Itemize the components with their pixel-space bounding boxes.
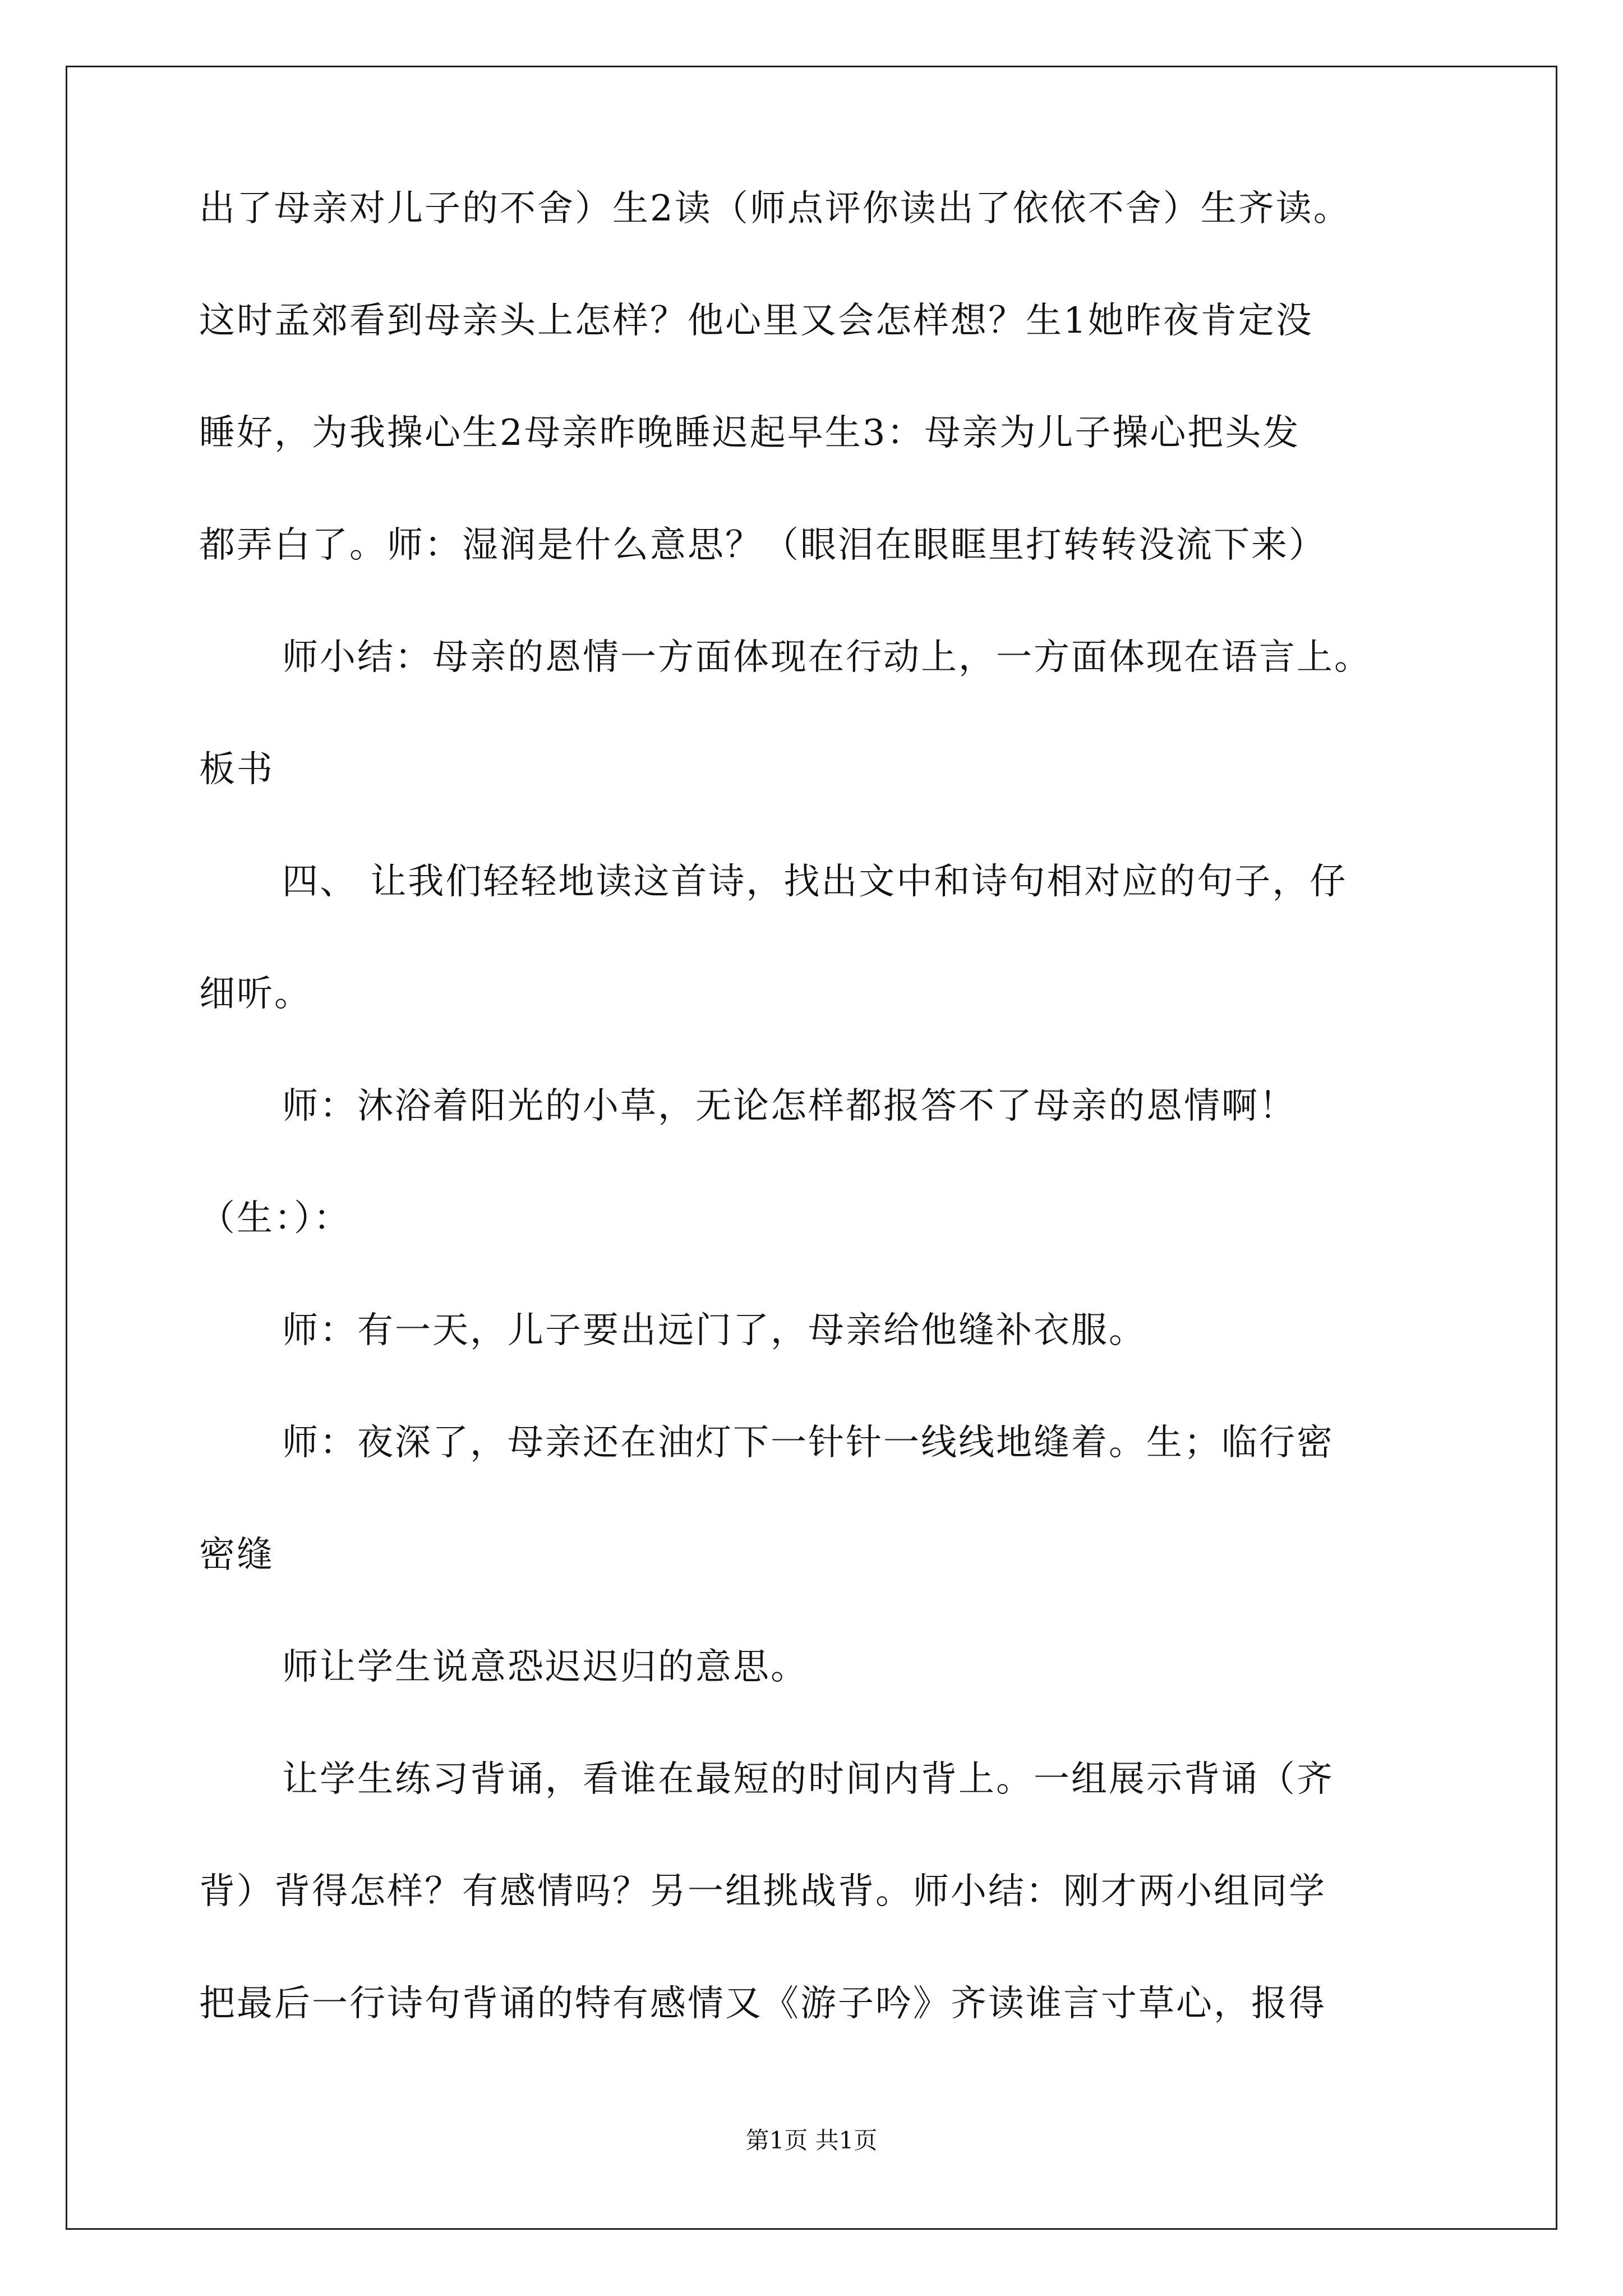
text-line: 师让学生说意恐迟迟归的意思。 [282,1646,808,1688]
text-line: 四、 让我们轻轻地读这首诗，找出文中和诗句相对应的句子，仔 [282,861,1348,903]
page-number-footer: 第1页 共1页 [745,2127,878,2154]
text-line: 师：有一天，儿子要出远门了，母亲给他缝补衣服。 [282,1310,1146,1351]
text-line: 出了母亲对儿子的不舍）生2读（师点评你读出了依依不舍）生齐读。 [199,188,1351,229]
text-line: 把最后一行诗句背诵的特有感情又《游子吟》齐读谁言寸草心，报得 [199,1983,1326,2024]
text-line: 让学生练习背诵，看谁在最短的时间内背上。一组展示背诵（齐 [282,1759,1334,1800]
text-line: 板书 [199,749,274,790]
text-line: 这时孟郊看到母亲头上怎样？他心里又会怎样想？生1她昨夜肯定没 [199,300,1313,342]
text-line: 背）背得怎样？有感情吗？另一组挑战背。师小结：刚才两小组同学 [199,1871,1326,1912]
text-line: 师：沐浴着阳光的小草，无论怎样都报答不了母亲的恩情啊！ [282,1085,1297,1127]
text-line: （生：）： [199,1198,351,1239]
text-line: 都弄白了。师：湿润是什么意思？（眼泪在眼眶里打转转没流下来） [199,524,1326,566]
text-line: 细听。 [199,973,312,1015]
text-line: 师：夜深了，母亲还在油灯下一针针一线线地缝着。生；临行密 [282,1422,1334,1464]
text-line: 师小结：母亲的恩情一方面体现在行动上，一方面体现在语言上。 [282,637,1372,678]
text-line: 密缝 [199,1534,274,1576]
text-line: 睡好，为我操心生2母亲昨晚睡迟起早生3：母亲为儿子操心把头发 [199,412,1301,454]
